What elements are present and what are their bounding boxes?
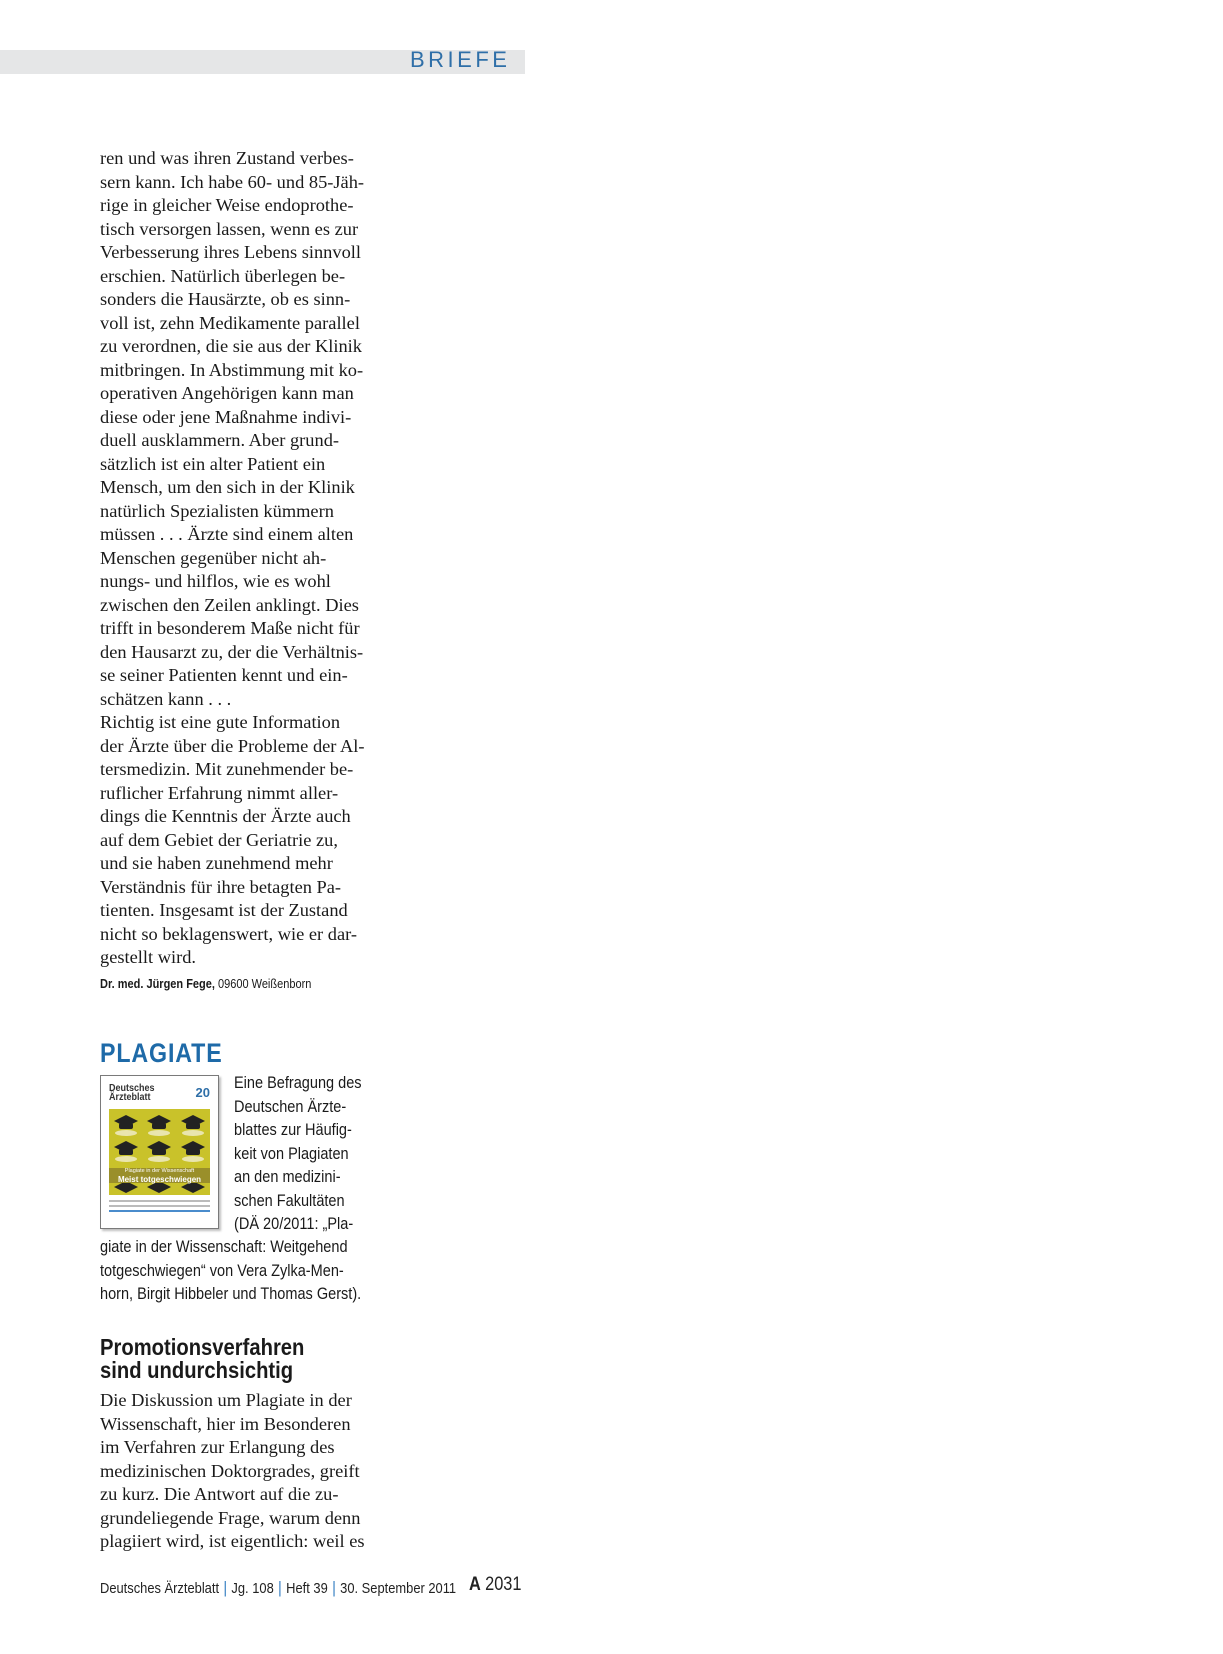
letter-text-line: zwischen den Zeilen anklingt. Dies bbox=[100, 594, 359, 615]
letter-text-line: Richtig ist eine gute Information bbox=[100, 712, 341, 732]
page-prefix: A bbox=[469, 1574, 481, 1595]
footer-journal: Deutsches Ärzteblatt bbox=[100, 1580, 220, 1597]
footer-issue: Heft 39 bbox=[286, 1580, 328, 1597]
magazine-cover-image bbox=[100, 1075, 219, 1229]
article-title bbox=[100, 1336, 304, 1382]
letter-text-line: den Hausarzt zu, der die Verhältnis- bbox=[100, 641, 364, 662]
intro-text-line: Eine Befragung des bbox=[234, 1074, 362, 1092]
intro-text-line: Deutschen Ärzte- bbox=[234, 1097, 347, 1116]
article-text-line: plagiiert wird, ist eigentlich: weil es bbox=[100, 1531, 365, 1551]
letter-text-line: sonders die Hausärzte, ob es sinn- bbox=[100, 289, 351, 309]
section-heading-plagiate: PLAGIATE bbox=[100, 1038, 223, 1068]
intro-text-line: blattes zur Häufig- bbox=[234, 1121, 352, 1139]
article-text-line: Wissenschaft, hier im Besonderen bbox=[100, 1413, 351, 1434]
footer-date: 30. September 2011 bbox=[340, 1580, 457, 1597]
footer-volume: Jg. 108 bbox=[231, 1580, 274, 1597]
cover-title-line1: Deutsches bbox=[109, 1083, 155, 1094]
letter-text-line: se seiner Patienten kennt und ein- bbox=[100, 665, 348, 685]
letter-text-line: tersmedizin. Mit zunehmender be- bbox=[100, 759, 354, 779]
cover-band-small: Plagiate in der Wissenschaft bbox=[124, 1168, 195, 1174]
letter-text-line: voll ist, zehn Medikamente parallel bbox=[100, 312, 360, 333]
author-place: 09600 Weißenborn bbox=[217, 977, 312, 991]
article-text-line: zu kurz. Die Antwort auf die zu- bbox=[100, 1484, 339, 1504]
letter-text-line: ren und was ihren Zustand verbes- bbox=[100, 148, 354, 168]
letter-text-line: nungs- und hilflos, wie es wohl bbox=[100, 571, 331, 591]
letter-text-line: operativen Angehörigen kann man bbox=[100, 383, 354, 403]
letter-text-line: nicht so beklagenswert, wie er dar- bbox=[100, 923, 358, 944]
plagiate-intro-beside bbox=[234, 1072, 374, 1237]
intro-text-line: totgeschwiegen“ von Vera Zylka-Men- bbox=[100, 1261, 344, 1280]
intro-text-line: giate in der Wissenschaft: Weitgehend bbox=[100, 1238, 348, 1256]
cover-headline-band bbox=[109, 1168, 210, 1183]
cover-title-line2: Ärzteblatt bbox=[109, 1092, 151, 1103]
page-number bbox=[469, 1574, 521, 1596]
cover-title bbox=[109, 1084, 155, 1102]
letter-byline bbox=[100, 977, 311, 991]
letter-text-line: erschien. Natürlich überlegen be- bbox=[100, 265, 346, 286]
page-footer bbox=[100, 1578, 456, 1598]
letter-text-line: dings die Kenntnis der Ärzte auch bbox=[100, 806, 351, 826]
letter-text-line: trifft in besonderem Maße nicht für bbox=[100, 618, 360, 638]
plagiate-intro-full bbox=[100, 1236, 378, 1307]
letter-text-line: rige in gleicher Weise endoprothe- bbox=[100, 195, 354, 215]
letter-text-line: natürlich Spezialisten kümmern bbox=[100, 500, 334, 521]
letter-body bbox=[100, 147, 378, 970]
letter-text-line: zu verordnen, die sie aus der Klinik bbox=[100, 336, 362, 356]
footer-separator: | bbox=[332, 1578, 336, 1597]
letter-text-line: tienten. Insgesamt ist der Zustand bbox=[100, 900, 348, 920]
intro-text-line: an den medizini- bbox=[234, 1168, 341, 1186]
article-body bbox=[100, 1389, 378, 1554]
letter-text-line: Menschen gegenüber nicht ah- bbox=[100, 547, 327, 568]
letter-text-line: und sie haben zunehmend mehr bbox=[100, 853, 333, 873]
letter-text-line: Verständnis für ihre betagten Pa- bbox=[100, 876, 342, 897]
letter-text-line: Verbesserung ihres Lebens sinnvoll bbox=[100, 242, 361, 262]
letter-text-line: Mensch, um den sich in der Klinik bbox=[100, 477, 355, 497]
article-text-line: Die Diskussion um Plagiate in der bbox=[100, 1390, 352, 1410]
intro-text-line: schen Fakultäten bbox=[234, 1191, 345, 1210]
intro-text-line: keit von Plagiaten bbox=[234, 1144, 349, 1163]
cover-issue-number: 20 bbox=[195, 1085, 210, 1100]
letter-text-line: gestellt wird. bbox=[100, 947, 197, 967]
intro-text-line: horn, Birgit Hibbeler und Thomas Gerst). bbox=[100, 1285, 362, 1303]
footer-separator: | bbox=[223, 1578, 228, 1597]
cover-text-lines bbox=[109, 1200, 210, 1215]
letter-text-line: duell ausklammern. Aber grund- bbox=[100, 430, 340, 450]
article-title-line2: sind undurchsichtig bbox=[100, 1357, 294, 1383]
letter-text-line: sern kann. Ich habe 60- und 85-Jäh- bbox=[100, 171, 365, 192]
intro-text-line: (DÄ 20/2011: „Pla- bbox=[234, 1215, 354, 1233]
letter-text-line: sätzlich ist ein alter Patient ein bbox=[100, 453, 326, 474]
letter-text-line: ruflicher Erfahrung nimmt aller- bbox=[100, 782, 339, 803]
article-text-line: grundeliegende Frage, warum denn bbox=[100, 1507, 361, 1528]
article-text-line: medizinischen Doktorgrades, greift bbox=[100, 1460, 360, 1481]
cover-band-main: Meist totgeschwiegen bbox=[117, 1174, 202, 1184]
author-name: Dr. med. Jürgen Fege, bbox=[100, 977, 215, 991]
article-title-line1: Promotionsverfahren bbox=[100, 1334, 305, 1360]
article-text-line: im Verfahren zur Erlangung des bbox=[100, 1437, 335, 1457]
section-title: BRIEFE bbox=[410, 47, 511, 72]
letter-text-line: tisch versorgen lassen, wenn es zur bbox=[100, 218, 359, 239]
page-number-value: 2031 bbox=[485, 1574, 522, 1595]
letter-text-line: diese oder jene Maßnahme indivi- bbox=[100, 406, 352, 427]
letter-text-line: mitbringen. In Abstimmung mit ko- bbox=[100, 359, 364, 380]
footer-separator: | bbox=[278, 1578, 282, 1597]
letter-text-line: schätzen kann . . . bbox=[100, 688, 232, 709]
letter-text-line: der Ärzte über die Probleme der Al- bbox=[100, 735, 365, 756]
letter-text-line: auf dem Gebiet der Geriatrie zu, bbox=[100, 829, 338, 850]
letter-text-line: müssen . . . Ärzte sind einem alten bbox=[100, 524, 354, 544]
